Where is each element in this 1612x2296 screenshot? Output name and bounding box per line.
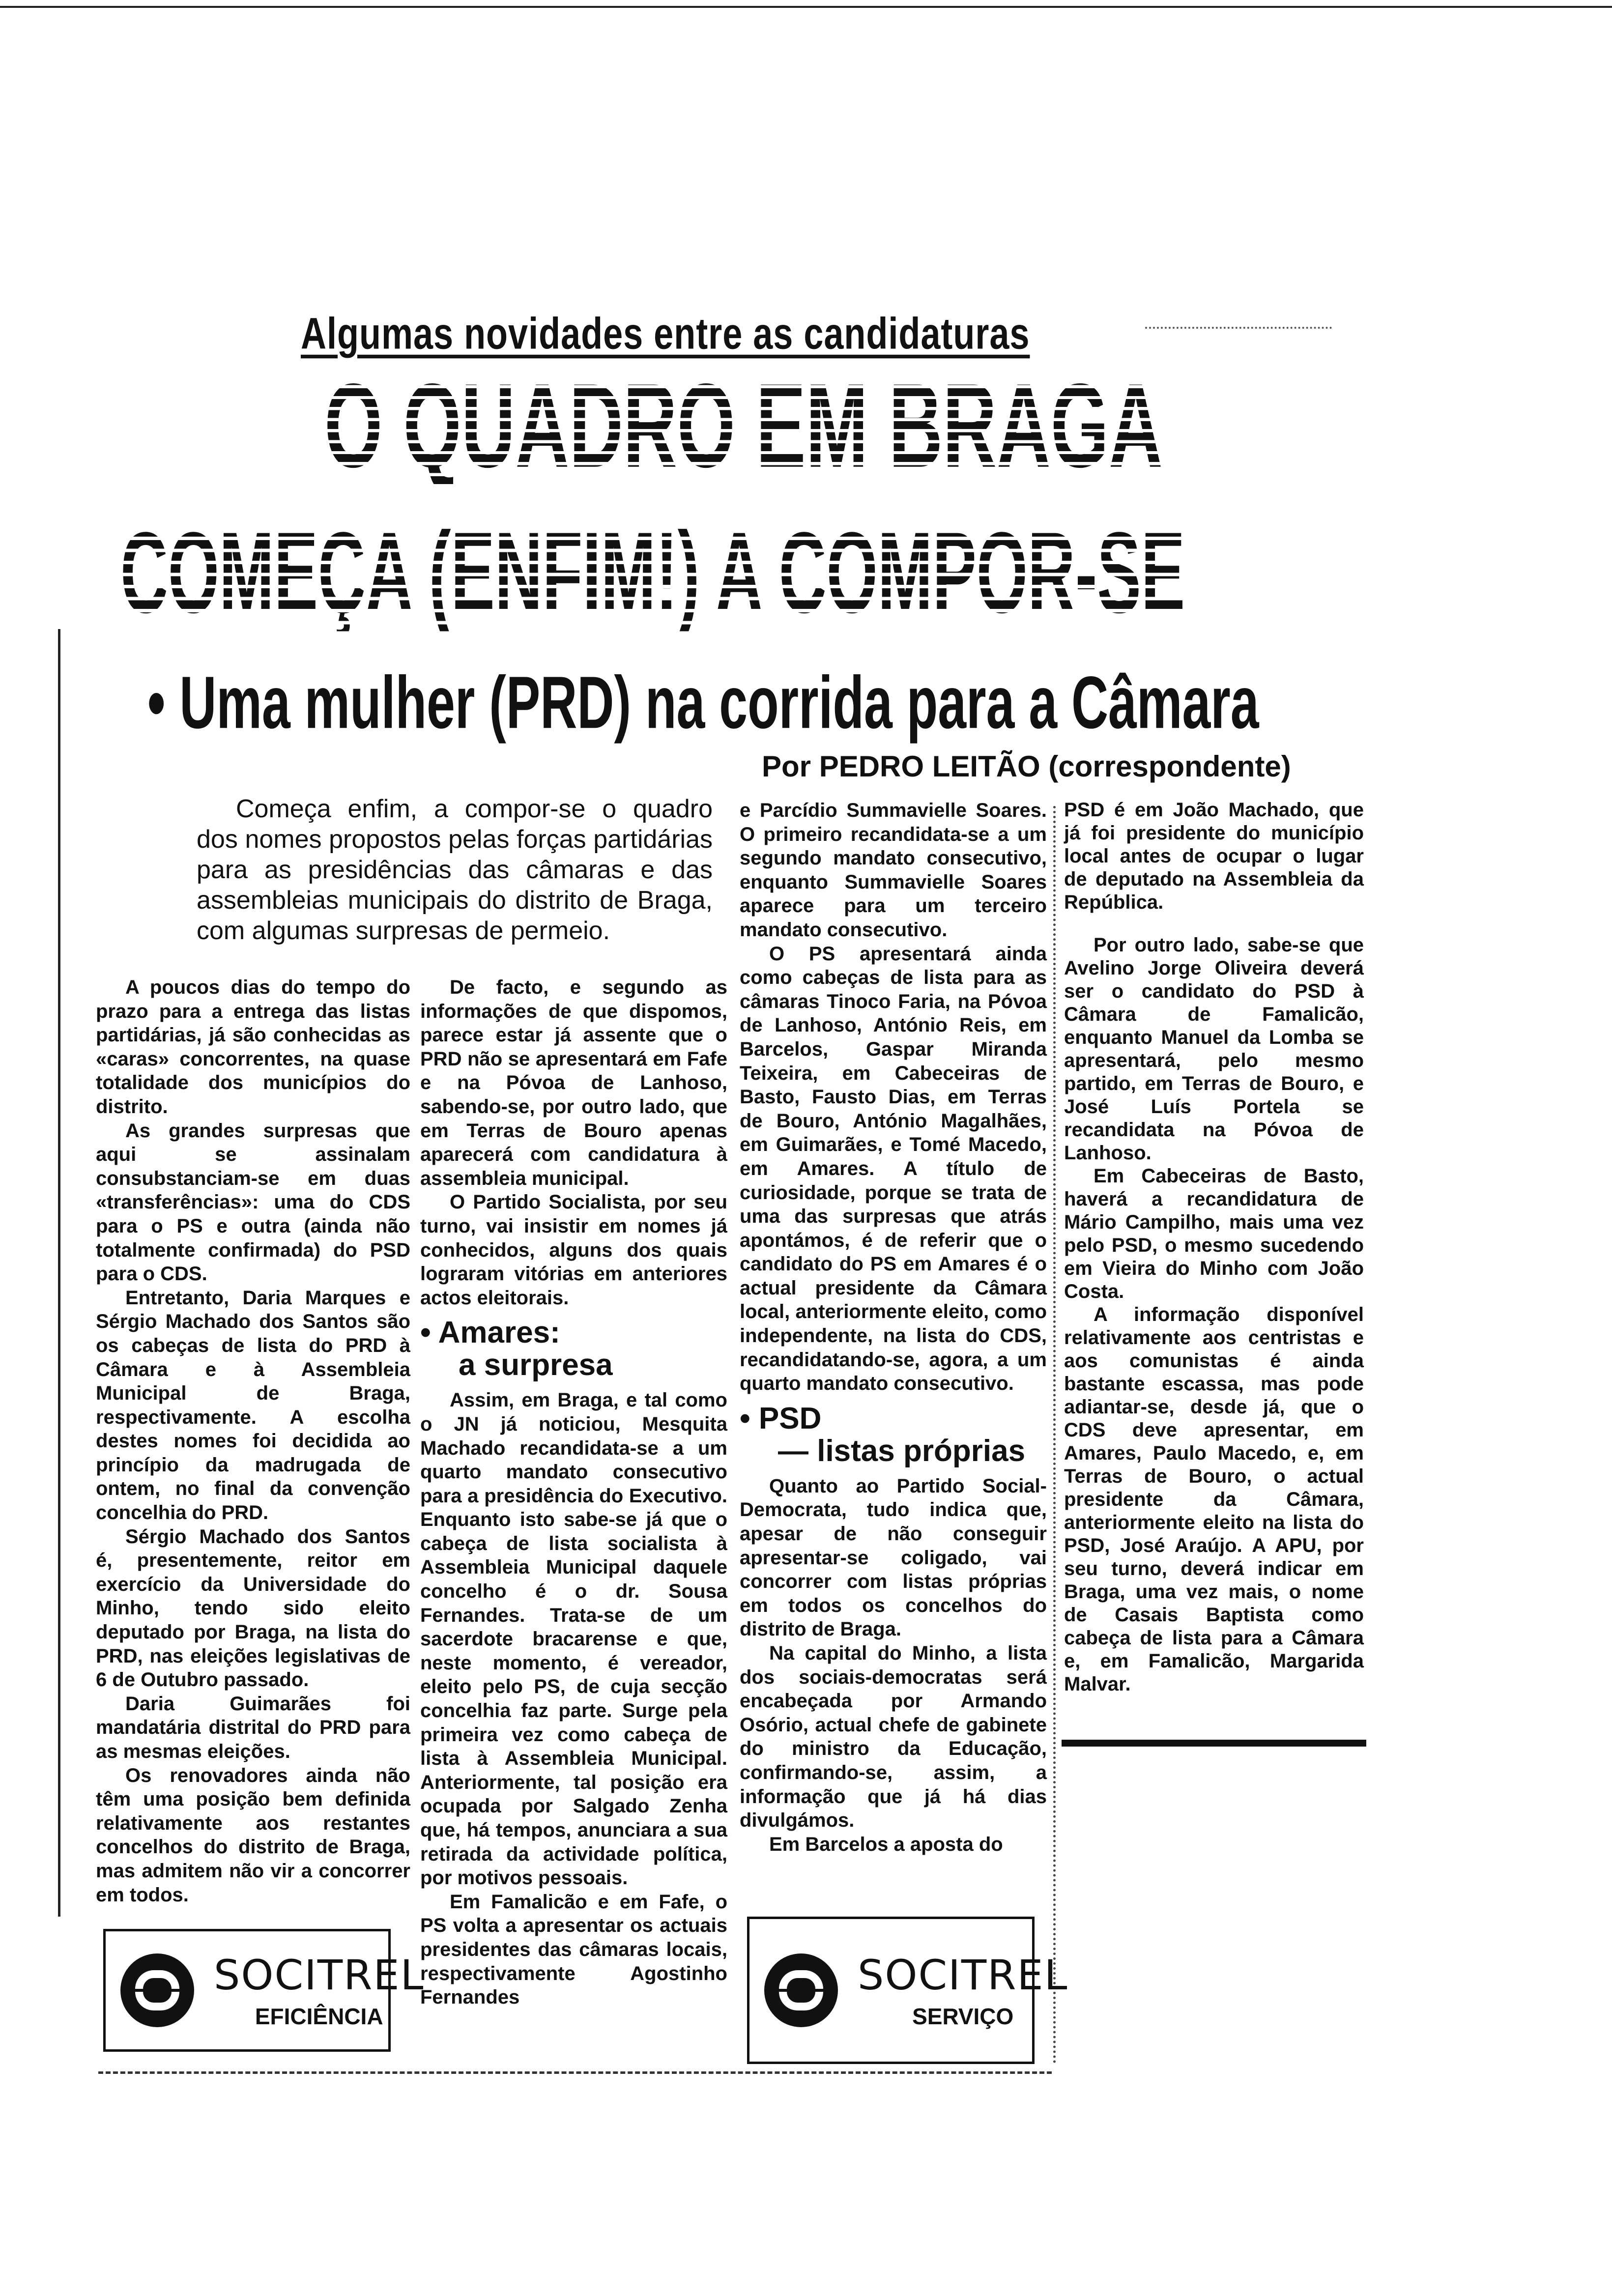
lead-paragraph: Começa enfim, a compor-se o quadro dos nomes propostos pelas forças partidárias para as presidências das câmaras e das assembleias municipais do distrito de Braga, com algumas surpresas de permeio. [197,795,713,945]
column-2 [420,976,727,2009]
kicker-dotted-rule [1145,327,1332,329]
paragraph: O Partido Socialista, por seu turno, vai insistir em nomes já conhecidos, alguns dos quais lograram vitórias em anteriores actos eleitorais. [420,1191,727,1309]
section-heading-amares [420,1317,727,1381]
paragraph: As grandes surpresas que aqui se assinalam consubstanciam-se em duas «transferências»: uma do CDS para o PS e outra (ainda não totalmente confirmada) do PSD para o CDS. [96,1119,410,1285]
section-heading-line-2: — listas próprias [778,1434,1026,1468]
ad-brand: SOCITREL [214,1951,425,1999]
ad-brand: SOCITREL [858,1951,1068,1999]
top-border-rule [0,6,1612,8]
paragraph: A informação disponível relativamente aos centristas e aos comunistas é ainda bastante escassa, mas pode adiantar-se, desde já, que o CDS deve apresentar, em Amares, Paulo Macedo, e, em Terras de Bouro, o actual presidente da Câmara, anteriormente eleito na lista do PSD, José Araújo. A APU, por seu turno, deverá indicar em Braga, uma vez mais, o nome de Casais Baptista como cabeça de lista para a Câmara e, em Famalicão, Margarida Malvar. [1064,1304,1364,1695]
socitrel-logo-icon [764,1953,838,2027]
paragraph: De facto, e segundo as informações de que dispomos, parece estar já assente que o PRD não se apresentará em Fafe e na Póvoa de Lanhoso, sabendo-se, por outro lado, que em Terras de Bouro apenas aparecerá com candidatura à assembleia municipal. [420,976,727,1189]
byline: Por PEDRO LEITÃO (correspondente) [762,750,1291,783]
headline-line-1: O QUADRO EM BRAGA [324,359,1163,493]
paragraph: Daria Guimarães foi mandatária distrital do PRD para as mesmas eleições. [96,1693,410,1762]
paragraph: Os renovadores ainda não têm uma posição bem definida relativamente aos restantes concelhos do distrito de Braga, mas admitem não vir a concorrer em todos. [96,1764,410,1906]
article-end-bar [1062,1740,1366,1747]
paragraph: A poucos dias do tempo do prazo para a entrega das listas partidárias, já são conhecidas as «caras» concorrentes, na quase totalidade dos municípios do distrito. [96,976,410,1118]
bottom-cut-rule [98,2071,1052,2074]
paragraph: Entretanto, Daria Marques e Sérgio Machado dos Santos são os cabeças de lista do PRD à Câmara e à Assembleia Municipal de Braga, respectivamente. A escolha destes nomes foi decidida ao princípio da madrugada de ontem, no final da convenção concelhia do PRD. [96,1287,410,1524]
column-3 [740,799,1047,1856]
ad-slogan: SERVIÇO [912,2004,1014,2029]
section-heading-line-1: • PSD [740,1401,822,1435]
paragraph: Assim, em Braga, e tal como o JN já noticiou, Mesquita Machado recandidata-se a um quarto mandato consecutivo para a presidência do Executivo. Enquanto isto sabe-se já que o cabeça de lista socialista à Assembleia Municipal daquele concelho é o dr. Sousa Fernandes. Trata-se de um sacerdote bracarense e que, neste momento, é vereador, eleito pelo PS, de cuja secção concelhia faz parte. Surge pela primeira vez como cabeça de lista à Assembleia Municipal. Anteriormente, tal posição era ocupada por Salgado Zenha que, há tempos, anunciara a sua retirada da actividade política, por motivos pessoais. [420,1389,727,1889]
paragraph: PSD é em João Machado, que já foi presidente do município local antes de ocupar o lugar de deputado na Assembleia da República. [1064,799,1364,913]
section-heading-line-1: • Amares: [420,1316,560,1350]
column-divider [1053,806,1056,2064]
article-kicker: Algumas novidades entre as candidaturas [301,309,1030,359]
paragraph: Sérgio Machado dos Santos é, presentemente, reitor em exercício da Universidade do Minho, tendo sido eleito deputado por Braga, na lista do PRD, nas eleições legislativas de 6 de Outubro passado. [96,1525,410,1691]
socitrel-logo-icon [120,1953,194,2027]
section-heading-line-2: a surpresa [459,1348,613,1382]
section-heading-psd [740,1403,1047,1467]
column-4 [1064,799,1364,1696]
ad-slogan: EFICIÊNCIA [255,2004,383,2029]
paragraph: O PS apresentará ainda como cabeças de lista para as câmaras Tinoco Faria, na Póvoa de Lanhoso, António Reis, em Barcelos, Gaspar Miranda Teixeira, em Cabeceiras de Basto, Fausto Dias, em Terras de Bouro, António Magalhães, em Guimarães, e Tomé Macedo, em Amares. A título de curiosidade, porque se trata de uma das surpresas que atrás apontámos, é de referir que o candidato do PS em Amares é o actual presidente da Câmara local, anteriormente eleito, como independente, na lista do CDS, recandidatando-se, agora, a um quarto mandato consecutivo. [740,943,1047,1395]
paragraph: Em Famalicão e em Fafe, o PS volta a apresentar os actuais presidentes das câmaras locais, respectivamente Agostinho Fernandes [420,1891,727,2009]
advertisement-socitrel-eficiencia [103,1929,425,2052]
advertisement-socitrel-servico [747,1917,1068,2064]
paragraph: e Parcídio Summavielle Soares. O primeiro recandidata-se a um segundo mandato consecutivo, enquanto Summavielle Soares aparece para um terceiro mandato consecutivo. [740,800,1047,941]
paragraph: Em Cabeceiras de Basto, haverá a recandidatura de Mário Campilho, mais uma vez pelo PSD, o mesmo sucedendo em Vieira do Minho com João Costa. [1064,1165,1364,1302]
paragraph: Na capital do Minho, a lista dos sociais-democratas será encabeçada por Armando Osório, actual chefe de gabinete do ministro da Educação, confirmando-se, assim, a informação que já há dias divulgámos. [740,1642,1047,1832]
left-margin-rule [58,629,60,1917]
paragraph: Em Barcelos a aposta do [769,1833,1003,1855]
paragraph: Por outro lado, sabe-se que Avelino Jorge Oliveira deverá ser o candidato do PSD à Câmara de Famalicão, enquanto Manuel da Lomba se apresentará, pelo mesmo partido, em Terras de Bouro, e José Luís Portela se recandidata na Póvoa de Lanhoso. [1064,934,1364,1164]
paragraph: Quanto ao Partido Social-Democrata, tudo indica que, apesar de não conseguir apresentar-se coligado, vai concorrer com listas próprias em todos os concelhos do distrito de Braga. [740,1475,1047,1640]
column-1 [96,976,410,1907]
headline-line-2: COMEÇA (ENFIM!) A COMPOR-SE [120,509,1185,637]
subheadline: • Uma mulher (PRD) na corrida para a Câmara [147,661,1259,745]
